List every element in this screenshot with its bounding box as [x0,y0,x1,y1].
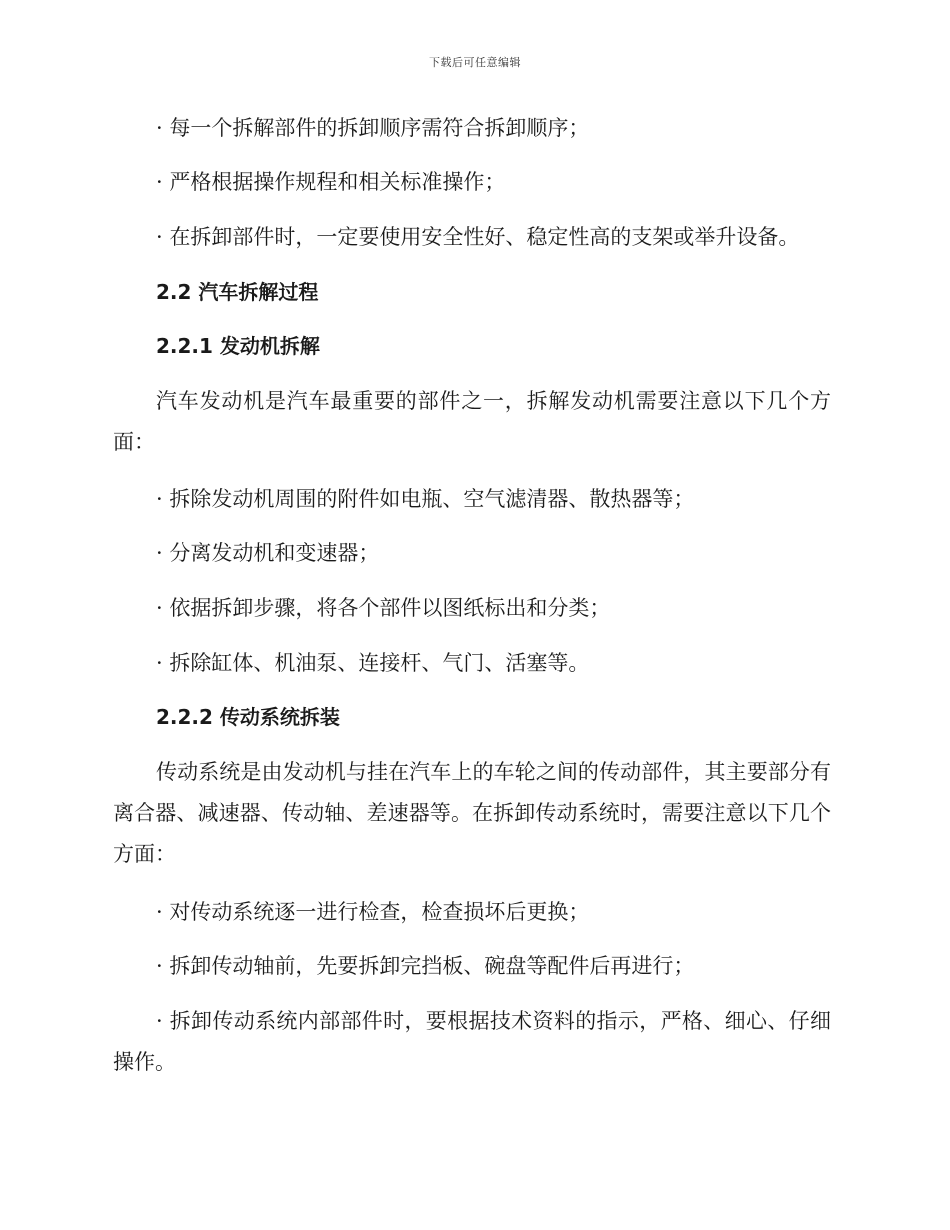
paragraph: 传动系统是由发动机与挂在汽车上的车轮之间的传动部件，其主要部分有离合器、减速器、传动轴、差速器等。在拆卸传动系统时，需要注意以下几个方面： [113,760,831,866]
bullet-item: · 严格根据操作规程和相关标准操作； [156,170,506,194]
bullet-item: · 分离发动机和变速器； [156,541,380,565]
subsection-heading: 2.2.1 发动机拆解 [156,334,320,358]
subsection-heading: 2.2.2 传动系统拆装 [156,705,340,729]
bullet-item: · 拆除发动机周围的附件如电瓶、空气滤清器、散热器等； [156,487,695,511]
section-heading: 2.2 汽车拆解过程 [156,280,319,304]
bullet-item: · 在拆卸部件时，一定要使用安全性好、稳定性高的支架或举升设备。 [156,225,800,249]
page-header: 下载后可任意编辑 [429,56,521,69]
bullet-item: · 对传动系统逐一进行检查，检查损坏后更换； [156,900,590,924]
bullet-item: · 依据拆卸步骤，将各个部件以图纸标出和分类； [156,596,611,620]
paragraph: 汽车发动机是汽车最重要的部件之一，拆解发动机需要注意以下几个方面： [113,389,831,454]
bullet-paragraph: · 拆卸传动系统内部部件时，要根据技术资料的指示，严格、细心、仔细操作。 [113,1009,831,1074]
bullet-item: · 拆卸传动轴前，先要拆卸完挡板、碗盘等配件后再进行； [156,954,695,978]
bullet-item: · 拆除缸体、机油泵、连接杆、气门、活塞等。 [156,651,590,675]
bullet-item: · 每一个拆解部件的拆卸顺序需符合拆卸顺序； [156,116,590,140]
